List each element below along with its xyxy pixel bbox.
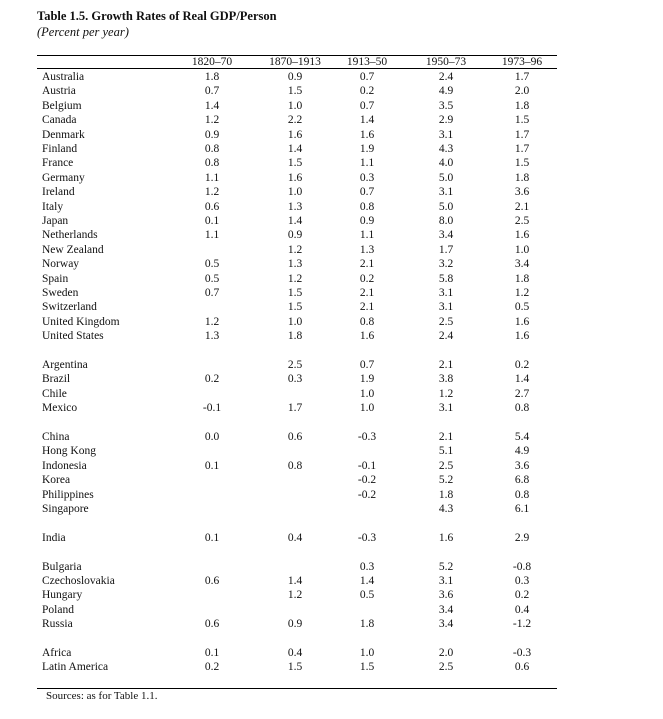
value-cell: 1.0 [359, 387, 375, 400]
value-cell: 1.4 [359, 114, 375, 127]
value-cell: 1.3 [359, 243, 375, 256]
value-cell: 2.4 [438, 330, 454, 343]
value-cell: 1.8 [514, 99, 530, 112]
value-cell: 1.3 [287, 200, 303, 213]
country-label: Finland [42, 143, 78, 155]
value-cell: 0.0 [204, 431, 220, 443]
value-cell: 0.2 [514, 589, 530, 602]
value-cell: 1.8 [287, 330, 303, 343]
country-label: Philippines [42, 488, 94, 501]
value-cell: 1.5 [287, 301, 303, 314]
country-label: Ireland [42, 186, 75, 199]
value-cell: 0.1 [204, 647, 220, 659]
value-cell: 2.1 [359, 258, 375, 271]
value-cell: 3.4 [438, 603, 454, 616]
value-cell: 5.4 [514, 431, 530, 443]
value-cell: 1.2 [438, 387, 454, 400]
value-cell: 1.2 [204, 114, 220, 127]
value-cell: 2.0 [514, 85, 530, 98]
country-label: Canada [42, 114, 77, 127]
value-cell: 3.6 [438, 589, 454, 602]
value-cell: 1.2 [287, 272, 303, 285]
value-cell: 3.1 [438, 186, 454, 199]
value-cell: 1.1 [204, 171, 220, 184]
value-cell: 1.6 [514, 315, 530, 328]
column-header-1973-96: 1973–96 [501, 56, 543, 68]
value-cell: 0.2 [204, 661, 220, 674]
value-cell: 2.2 [287, 114, 303, 127]
value-cell: 2.5 [438, 315, 454, 328]
column-header-1913-50: 1913–50 [346, 56, 388, 68]
value-cell: 1.6 [359, 330, 375, 343]
value-cell: 1.5 [287, 287, 303, 299]
value-cell: 1.0 [287, 315, 303, 328]
value-cell: 1.3 [204, 330, 220, 343]
country-label: Korea [42, 474, 71, 487]
value-cell: 1.7 [438, 243, 454, 256]
table-subtitle: (Percent per year) [37, 25, 129, 39]
country-label: Austria [42, 85, 76, 98]
value-cell: 1.6 [287, 171, 303, 184]
value-cell: 1.5 [287, 661, 303, 674]
country-label: Sweden [42, 287, 79, 299]
value-cell: 1.8 [438, 488, 454, 501]
country-label: Japan [42, 215, 69, 227]
value-cell: 6.1 [514, 503, 530, 515]
value-cell: 1.7 [514, 128, 530, 141]
value-cell: 0.3 [514, 575, 530, 587]
value-cell: 8.0 [438, 215, 454, 227]
country-label: Bulgaria [42, 560, 82, 573]
value-cell: -1.2 [512, 618, 532, 631]
value-cell: 2.1 [359, 287, 375, 299]
country-label: United States [42, 330, 104, 343]
value-cell: 1.4 [359, 575, 375, 587]
value-cell: -0.2 [357, 488, 377, 501]
value-cell: -0.2 [357, 474, 377, 487]
value-cell: 0.9 [204, 128, 220, 141]
country-label: Czechoslovakia [42, 575, 115, 587]
value-cell: 1.5 [514, 114, 530, 127]
country-label: Netherlands [42, 229, 98, 242]
value-cell: 1.4 [287, 215, 303, 227]
value-cell: -0.1 [357, 459, 377, 472]
value-cell: 0.9 [287, 618, 303, 631]
value-cell: 0.2 [359, 85, 375, 98]
value-cell: 1.5 [287, 85, 303, 98]
value-cell: 1.4 [204, 99, 220, 112]
value-cell: 3.2 [438, 258, 454, 271]
value-cell: 1.6 [359, 128, 375, 141]
value-cell: 2.5 [438, 661, 454, 674]
value-cell: 0.7 [359, 359, 375, 371]
value-cell: 1.2 [287, 589, 303, 602]
value-cell: 0.6 [204, 200, 220, 213]
value-cell: 0.6 [287, 431, 303, 443]
value-cell: 3.4 [438, 229, 454, 242]
value-cell: 0.2 [514, 359, 530, 371]
value-cell: 1.0 [287, 186, 303, 199]
column-header-1820-70: 1820–70 [191, 56, 233, 68]
country-label: United Kingdom [42, 315, 120, 328]
value-cell: 3.6 [514, 459, 530, 472]
value-cell: 0.9 [359, 215, 375, 227]
value-cell: 2.5 [438, 459, 454, 472]
value-cell: 1.3 [287, 258, 303, 271]
country-label: France [42, 157, 74, 170]
value-cell: 1.4 [514, 373, 530, 386]
value-cell: 1.7 [514, 143, 530, 155]
column-header-1950-73: 1950–73 [425, 56, 467, 68]
country-label: Singapore [42, 503, 89, 515]
source-note: Sources: as for Table 1.1. [46, 690, 158, 702]
value-cell: 1.4 [287, 575, 303, 587]
value-cell: 0.6 [514, 661, 530, 674]
value-cell: 1.1 [359, 229, 375, 242]
value-cell: -0.1 [202, 402, 222, 415]
value-cell: 5.1 [438, 445, 454, 458]
value-cell: 0.8 [204, 143, 220, 155]
value-cell: 1.0 [514, 243, 530, 256]
value-cell: 4.3 [438, 143, 454, 155]
value-cell: 0.2 [204, 373, 220, 386]
country-label: China [42, 431, 70, 443]
value-cell: 0.5 [514, 301, 530, 314]
value-cell: 1.8 [514, 171, 530, 184]
country-label: Africa [42, 647, 72, 659]
value-cell: 4.0 [438, 157, 454, 170]
value-cell: 1.2 [204, 186, 220, 199]
value-cell: 1.0 [359, 402, 375, 415]
value-cell: 0.7 [359, 186, 375, 199]
value-cell: 1.5 [514, 157, 530, 170]
value-cell: 4.9 [438, 85, 454, 98]
value-cell: 1.5 [287, 157, 303, 170]
value-cell: 3.1 [438, 402, 454, 415]
value-cell: 2.1 [359, 301, 375, 314]
value-cell: 1.1 [204, 229, 220, 242]
value-cell: 3.1 [438, 301, 454, 314]
value-cell: 1.6 [514, 330, 530, 343]
value-cell: 1.6 [438, 531, 454, 544]
country-label: Latin America [42, 661, 109, 674]
value-cell: 0.8 [514, 402, 530, 415]
country-label: Argentina [42, 359, 88, 371]
value-cell: 3.5 [438, 99, 454, 112]
value-cell: 0.8 [359, 315, 375, 328]
value-cell: 1.5 [359, 661, 375, 674]
value-cell: 0.7 [204, 85, 220, 98]
country-label: Chile [42, 387, 67, 400]
value-cell: 0.8 [204, 157, 220, 170]
value-cell: 3.1 [438, 575, 454, 587]
value-cell: 6.8 [514, 474, 530, 487]
value-cell: -0.8 [512, 560, 532, 573]
value-cell: 0.9 [287, 71, 303, 83]
value-cell: 0.7 [359, 99, 375, 112]
value-cell: 0.7 [204, 287, 220, 299]
value-cell: 2.4 [438, 71, 454, 83]
value-cell: 0.3 [359, 171, 375, 184]
value-cell: 4.9 [514, 445, 530, 458]
value-cell: 1.6 [514, 229, 530, 242]
value-cell: 1.8 [514, 272, 530, 285]
country-label: Germany [42, 171, 85, 184]
value-cell: 3.1 [438, 287, 454, 299]
value-cell: 0.4 [287, 531, 303, 544]
value-cell: 5.0 [438, 171, 454, 184]
table-title: Table 1.5. Growth Rates of Real GDP/Person [37, 9, 277, 23]
value-cell: 3.6 [514, 186, 530, 199]
value-cell: 0.8 [287, 459, 303, 472]
value-cell: 0.5 [359, 589, 375, 602]
value-cell: 0.1 [204, 531, 220, 544]
country-label: Brazil [42, 373, 71, 386]
value-cell: 0.4 [514, 603, 530, 616]
value-cell: 1.8 [359, 618, 375, 631]
value-cell: 1.9 [359, 373, 375, 386]
value-cell: 0.3 [287, 373, 303, 386]
value-cell: 5.8 [438, 272, 454, 285]
country-label: New Zealand [42, 243, 104, 256]
value-cell: 2.1 [514, 200, 530, 213]
country-label: Spain [42, 272, 69, 285]
value-cell: 0.7 [359, 71, 375, 83]
value-cell: 1.2 [204, 315, 220, 328]
value-cell: 5.2 [438, 474, 454, 487]
value-cell: 3.8 [438, 373, 454, 386]
value-cell: 0.4 [287, 647, 303, 659]
value-cell: 5.2 [438, 560, 454, 573]
value-cell: 0.6 [204, 618, 220, 631]
value-cell: 0.1 [204, 459, 220, 472]
value-cell: 1.4 [287, 143, 303, 155]
value-cell: 0.5 [204, 272, 220, 285]
value-cell: 2.1 [438, 359, 454, 371]
value-cell: 2.9 [514, 531, 530, 544]
value-cell: 3.4 [514, 258, 530, 271]
value-cell: 2.5 [514, 215, 530, 227]
value-cell: 0.8 [514, 488, 530, 501]
country-label: Hungary [42, 589, 83, 602]
value-cell: 2.7 [514, 387, 530, 400]
value-cell: 4.3 [438, 503, 454, 515]
bottom-rule [37, 688, 557, 689]
value-cell: 0.1 [204, 215, 220, 227]
value-cell: 2.9 [438, 114, 454, 127]
country-label: Switzerland [42, 301, 97, 314]
value-cell: 2.0 [438, 647, 454, 659]
value-cell: 0.5 [204, 258, 220, 271]
country-label: Russia [42, 618, 73, 631]
country-label: Italy [42, 200, 64, 213]
column-header-1870-1913: 1870–1913 [269, 56, 321, 68]
country-label: Poland [42, 603, 74, 616]
value-cell: 0.3 [359, 560, 375, 573]
value-cell: 1.9 [359, 143, 375, 155]
country-label: India [42, 531, 66, 544]
value-cell: 1.0 [359, 647, 375, 659]
value-cell: 1.6 [287, 128, 303, 141]
value-cell: 1.1 [359, 157, 375, 170]
country-label: Belgium [42, 99, 82, 112]
country-label: Hong Kong [42, 445, 96, 458]
country-label: Indonesia [42, 459, 87, 472]
value-cell: -0.3 [357, 531, 377, 544]
value-cell: 5.0 [438, 200, 454, 213]
value-cell: 1.0 [287, 99, 303, 112]
value-cell: 2.5 [287, 359, 303, 371]
value-cell: -0.3 [512, 647, 532, 659]
value-cell: 3.4 [438, 618, 454, 631]
value-cell: 3.1 [438, 128, 454, 141]
country-label: Mexico [42, 402, 78, 415]
value-cell: 1.7 [287, 402, 303, 415]
value-cell: -0.3 [357, 431, 377, 443]
value-cell: 0.6 [204, 575, 220, 587]
value-cell: 1.2 [287, 243, 303, 256]
value-cell: 0.2 [359, 272, 375, 285]
value-cell: 0.8 [359, 200, 375, 213]
value-cell: 1.2 [514, 287, 530, 299]
value-cell: 1.7 [514, 71, 530, 83]
country-label: Norway [42, 258, 80, 271]
country-label: Denmark [42, 128, 85, 141]
country-label: Australia [42, 71, 85, 83]
value-cell: 0.9 [287, 229, 303, 242]
value-cell: 2.1 [438, 431, 454, 443]
value-cell: 1.8 [204, 71, 220, 83]
